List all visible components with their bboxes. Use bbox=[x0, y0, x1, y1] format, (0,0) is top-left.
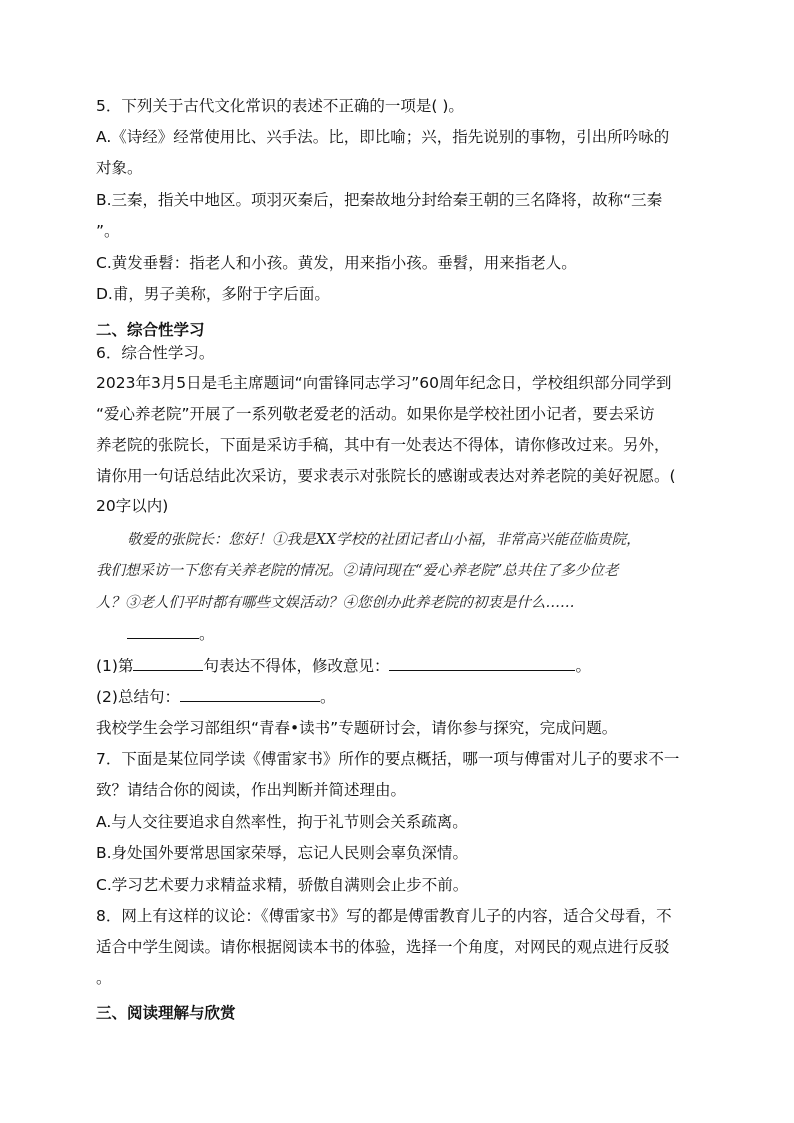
subquestion-1-prefix: (1)第 bbox=[96, 657, 134, 675]
question-6-paragraph-line4: 请你用一句话总结此次采访，要求表示对张院长的感谢或表达对养老院的美好祝愿。( bbox=[96, 467, 676, 485]
question-5-option-c: C.黄发垂髫：指老人和小孩。黄发，用来指小孩。垂髫，用来指老人。 bbox=[96, 254, 577, 272]
subquestion-1 bbox=[96, 656, 591, 676]
section-3-heading: 三、阅读理解与欣赏 bbox=[96, 1004, 236, 1022]
question-7-option-b: B.身处国外要常思国家荣辱，忘记人民则会辜负深情。 bbox=[96, 844, 469, 862]
question-8-line2: 适合中学生阅读。请你根据阅读本书的体验，选择一个角度，对网民的观点进行反驳 bbox=[96, 938, 670, 956]
subquestion-2-end: 。 bbox=[319, 688, 336, 706]
question-6-paragraph-line5: 20字以内) bbox=[96, 497, 169, 515]
subquestion-2 bbox=[96, 687, 335, 707]
subquestion-1-sentence-blank[interactable] bbox=[133, 656, 203, 671]
question-6-stem: 6．综合性学习。 bbox=[96, 344, 215, 362]
reading-activity-intro: 我校学生会学习部组织“青春•读书”专题研讨会，请你参与探究，完成问题。 bbox=[96, 719, 618, 737]
question-8-line3: 。 bbox=[96, 969, 112, 987]
interview-manuscript-line3: 人？③老人们平时都有哪些文娱活动？④您创办此养老院的初衷是什么…… bbox=[96, 595, 575, 611]
subquestion-1-suggestion-blank[interactable] bbox=[389, 656, 575, 671]
manuscript-answer-blank[interactable] bbox=[127, 624, 199, 639]
subquestion-1-end: 。 bbox=[575, 657, 591, 675]
question-7-option-a: A.与人交往要追求自然率性，拘于礼节则会关系疏离。 bbox=[96, 813, 468, 831]
question-5-option-b-line1: B.三秦，指关中地区。项羽灭秦后，把秦故地分封给秦王朝的三名降将，故称“三秦 bbox=[96, 191, 663, 209]
question-6-paragraph-line1: 2023年3月5日是毛主席题词“向雷锋同志学习”60周年纪念日，学校组织部分同学到 bbox=[96, 374, 672, 392]
question-5-option-b-line2: ”。 bbox=[96, 222, 120, 240]
question-5-option-d: D.甫，男子美称，多附于字后面。 bbox=[96, 285, 330, 303]
subquestion-2-prefix: (2)总结句： bbox=[96, 688, 180, 706]
question-5-option-a-line2: 对象。 bbox=[96, 159, 143, 177]
section-2-heading: 二、综合性学习 bbox=[96, 321, 205, 339]
question-7-stem-line2: 致？请结合你的阅读，作出判断并简述理由。 bbox=[96, 781, 407, 799]
subquestion-2-summary-blank[interactable] bbox=[180, 687, 320, 702]
subquestion-1-middle: 句表达不得体，修改意见： bbox=[203, 657, 390, 675]
interview-manuscript-blank-line bbox=[127, 624, 215, 644]
question-5-option-a-line1: A.《诗经》经常使用比、兴手法。比，即比喻；兴，指先说别的事物，引出所吟咏的 bbox=[96, 128, 670, 146]
question-6-paragraph-line3: 养老院的张院长，下面是采访手稿，其中有一处表达不得体，请你修改过来。另外， bbox=[96, 436, 670, 454]
question-7-option-c: C.学习艺术要力求精益求精，骄傲自满则会止步不前。 bbox=[96, 876, 469, 894]
question-7-stem-line1: 7．下面是某位同学读《傅雷家书》所作的要点概括，哪一项与傅雷对儿子的要求不一 bbox=[96, 750, 680, 768]
question-5-stem: 5．下列关于古代文化常识的表述不正确的一项是( )。 bbox=[96, 97, 464, 115]
interview-manuscript-line2: 我们想采访一下您有关养老院的情况。②请问现在“爱心养老院”总共住了多少位老 bbox=[96, 563, 619, 579]
question-8-line1: 8．网上有这样的议论：《傅雷家书》写的都是傅雷教育儿子的内容，适合父母看，不 bbox=[96, 907, 672, 925]
manuscript-blank-period: 。 bbox=[199, 625, 215, 643]
question-6-paragraph-line2: “爱心养老院”开展了一系列敬老爱老的活动。如果你是学校社团小记者，要去采访 bbox=[96, 405, 655, 423]
interview-manuscript-line1: 敬爱的张院长：您好！①我是XX学校的社团记者山小福，非常高兴能莅临贵院， bbox=[127, 532, 641, 548]
